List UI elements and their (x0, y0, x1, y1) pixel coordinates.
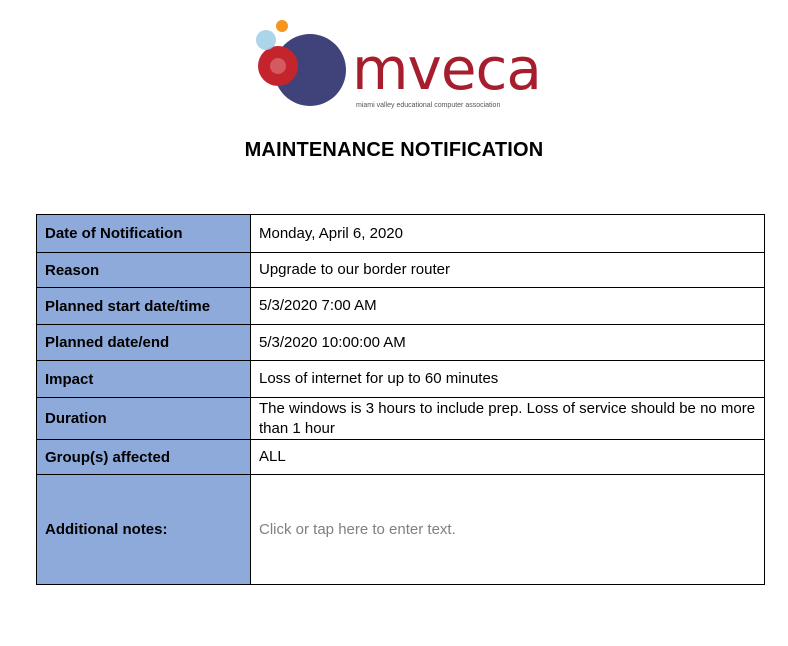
mveca-logo (252, 18, 552, 118)
table-row (37, 215, 765, 253)
row-value-planned-start: 5/3/2020 7:00 AM (251, 288, 765, 325)
additional-notes-field[interactable]: Click or tap here to enter text. (251, 475, 765, 585)
row-value-planned-end: 5/3/2020 10:00:00 AM (251, 325, 765, 361)
logo-tagline: miami valley educational computer association (356, 102, 501, 109)
logo-wordmark: mveca (352, 35, 541, 103)
table-row (37, 253, 765, 288)
row-label-reason: Reason (37, 253, 251, 288)
maintenance-notification-table (36, 214, 765, 585)
row-value-impact: Loss of internet for up to 60 minutes (251, 361, 765, 398)
page-title: MAINTENANCE NOTIFICATION (244, 139, 544, 161)
row-label-groups-affected: Group(s) affected (37, 440, 251, 475)
row-label-duration: Duration (37, 398, 251, 440)
row-label-planned-start: Planned start date/time (37, 288, 251, 325)
table-row (37, 475, 765, 585)
table-row (37, 288, 765, 325)
mveca-logo-mark-icon (252, 18, 348, 114)
row-label-additional-notes: Additional notes: (37, 475, 251, 585)
row-value-groups-affected: ALL (251, 440, 765, 475)
table-row (37, 361, 765, 398)
row-value-duration: The windows is 3 hours to include prep. Loss of service should be no more than 1 hour (251, 398, 765, 440)
table-row (37, 325, 765, 361)
row-label-date-of-notification: Date of Notification (37, 215, 251, 253)
row-label-planned-end: Planned date/end (37, 325, 251, 361)
table-row (37, 440, 765, 475)
row-label-impact: Impact (37, 361, 251, 398)
row-value-reason: Upgrade to our border router (251, 253, 765, 288)
table-row (37, 398, 765, 440)
row-value-date-of-notification: Monday, April 6, 2020 (251, 215, 765, 253)
